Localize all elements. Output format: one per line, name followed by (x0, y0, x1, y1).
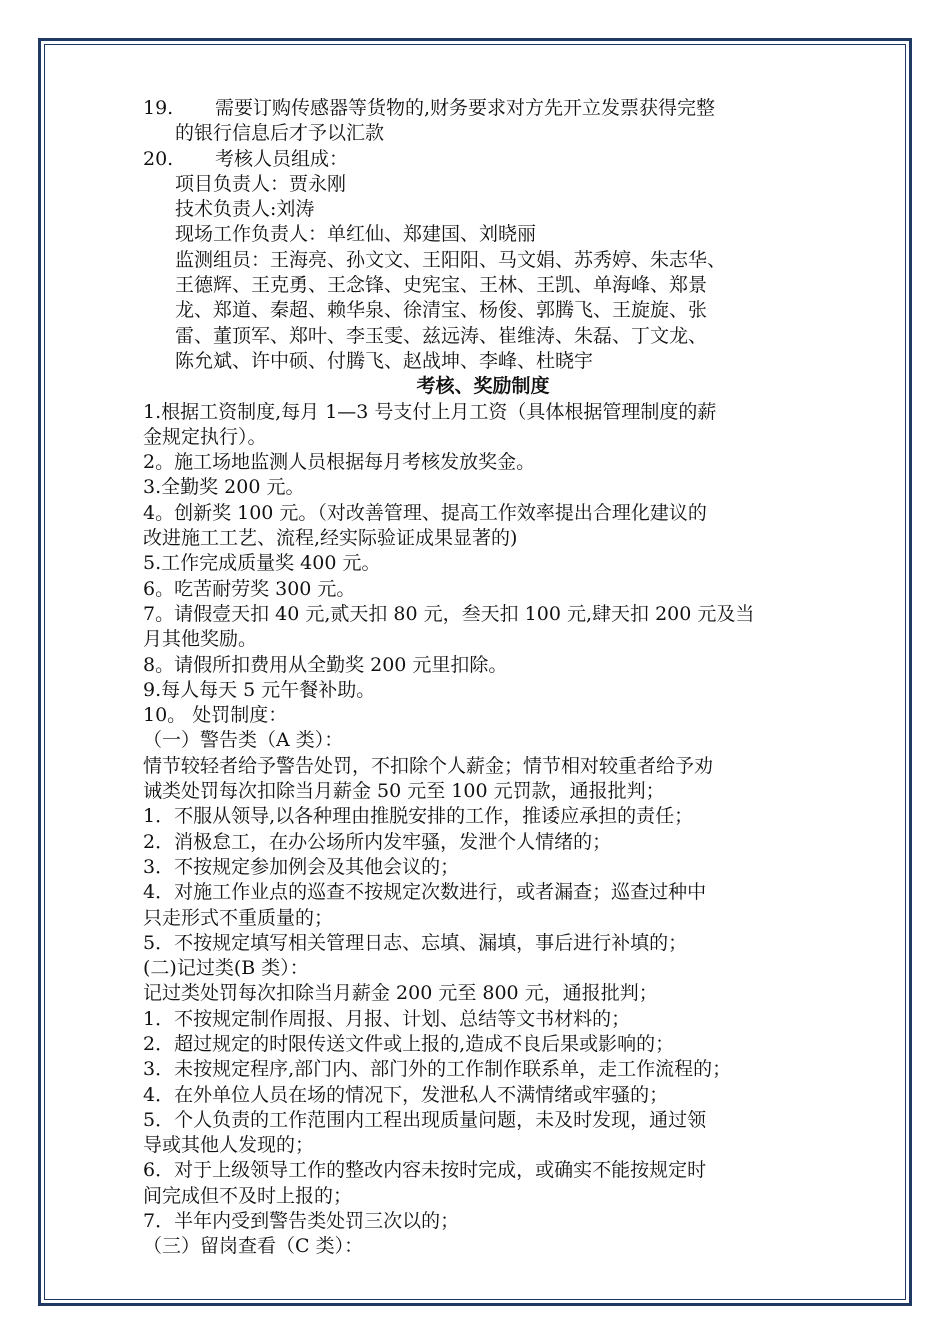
body-line: 6。吃苦耐劳奖 300 元。 (143, 577, 356, 600)
team-members-line: 监测组员：王海亮、孙文文、王阳阳、马文娟、苏秀婷、朱志华、 (175, 248, 727, 271)
item-number: 19. (143, 97, 174, 119)
body-line: 2．消极怠工，在办公场所内发牢骚，发泄个人情绪的； (143, 830, 612, 853)
body-line: 3．未按规定程序,部门内、部门外的工作制作联系单，走工作流程的； (143, 1058, 732, 1081)
body-line: 1．不按规定制作周报、月报、计划、总结等文书材料的； (143, 1007, 631, 1030)
section-title: 考核、奖励制度 (416, 375, 550, 398)
body-line: 情节较轻者给予警告处罚，不扣除个人薪金；情节相对较重者给予劝 (143, 754, 714, 777)
body-line: 4．在外单位人员在场的情况下，发泄私人不满情绪或牢骚的； (143, 1083, 669, 1106)
body-line: 7。请假壹天扣 40 元,贰天扣 80 元，叁天扣 100 元,肆天扣 200 元及当 (143, 602, 755, 625)
body-line: 改进施工工艺、流程,经实际验证成果显著的) (143, 527, 518, 550)
team-members-line: 王德辉、王克勇、王念锋、史宪宝、王林、王凯、单海峰、郑景 (175, 274, 708, 297)
body-line: 只走形式不重质量的； (143, 906, 334, 929)
body-line: 2。施工场地监测人员根据每月考核发放奖金。 (143, 451, 536, 474)
body-line: 4。创新奖 100 元。（对改善管理、提高工作效率提出合理化建议的 (143, 501, 707, 524)
item-number: 20. (143, 147, 174, 170)
team-members-line: 陈允斌、许中硕、付腾飞、赵战坤、李峰、杜晓宇 (175, 349, 594, 372)
body-line: 9.每人每天 5 元午餐补助。 (143, 678, 376, 701)
body-line: 5．个人负责的工作范围内工程出现质量问题，未及时发现，通过领 (143, 1108, 707, 1131)
body-line: 4．对施工作业点的巡查不按规定次数进行，或者漏查；巡查过种中 (143, 881, 707, 904)
body-line: 2．超过规定的时限传送文件或上报的,造成不良后果或影响的； (143, 1032, 675, 1055)
item-19-line1: 19. 需要订购传感器等货物的,财务要求对方先开立发票获得完整 (143, 96, 823, 121)
item-19-line2: 的银行信息后才予以汇款 (175, 122, 385, 145)
body-line: （三）留岗查看（C 类）： (143, 1235, 364, 1258)
body-line: 5．不按规定填写相关管理日志、忘填、漏填，事后进行补填的； (143, 931, 688, 954)
body-line: 3．不按规定参加例会及其他会议的； (143, 855, 460, 878)
body-line: 6．对于上级领导工作的整改内容未按时完成，或确实不能按规定时 (143, 1159, 707, 1182)
body-line: 7．半年内受到警告类处罚三次以的； (143, 1210, 460, 1233)
body-line: 8。请假所扣费用从全勤奖 200 元里扣除。 (143, 653, 508, 676)
body-line: 导或其他人发现的； (143, 1134, 315, 1157)
body-line: 10。 处罚制度： (143, 704, 288, 727)
body-line: 3.全勤奖 200 元。 (143, 476, 305, 499)
project-leader: 项目负责人：贾永刚 (175, 172, 347, 195)
body-line: 记过类处罚每次扣除当月薪金 200 元至 800 元，通报批判； (143, 982, 658, 1005)
body-line: 诫类处罚每次扣除当月薪金 50 元至 100 元罚款，通报批判； (143, 780, 665, 803)
body-line: 1．不服从领导,以各种理由推脱安排的工作，推诿应承担的责任； (143, 805, 694, 828)
body-line: 金规定执行）。 (143, 425, 267, 448)
item-20-heading: 20. 考核人员组成： (143, 147, 823, 172)
body-line: (二)记过类(B 类）： (143, 957, 309, 980)
team-members-line: 雷、董顶军、郑叶、李玉雯、兹远涛、崔维涛、朱磊、丁文龙、 (175, 324, 708, 347)
team-members-line: 龙、郑道、秦超、赖华泉、徐清宝、杨俊、郭腾飞、王旋旋、张 (175, 299, 708, 322)
technical-leader: 技术负责人:刘涛 (175, 198, 315, 221)
body-line: （一）警告类（A 类）： (143, 729, 344, 752)
body-line: 月其他奖励。 (143, 628, 258, 651)
body-line: 间完成但不及时上报的； (143, 1184, 353, 1207)
body-line: 5.工作完成质量奖 400 元。 (143, 552, 381, 575)
document-body (143, 96, 823, 1260)
body-line: 1.根据工资制度,每月 1—3 号支付上月工资（具体根据管理制度的薪 (143, 400, 717, 423)
site-leaders: 现场工作负责人：单红仙、郑建国、刘晓丽 (175, 223, 537, 246)
